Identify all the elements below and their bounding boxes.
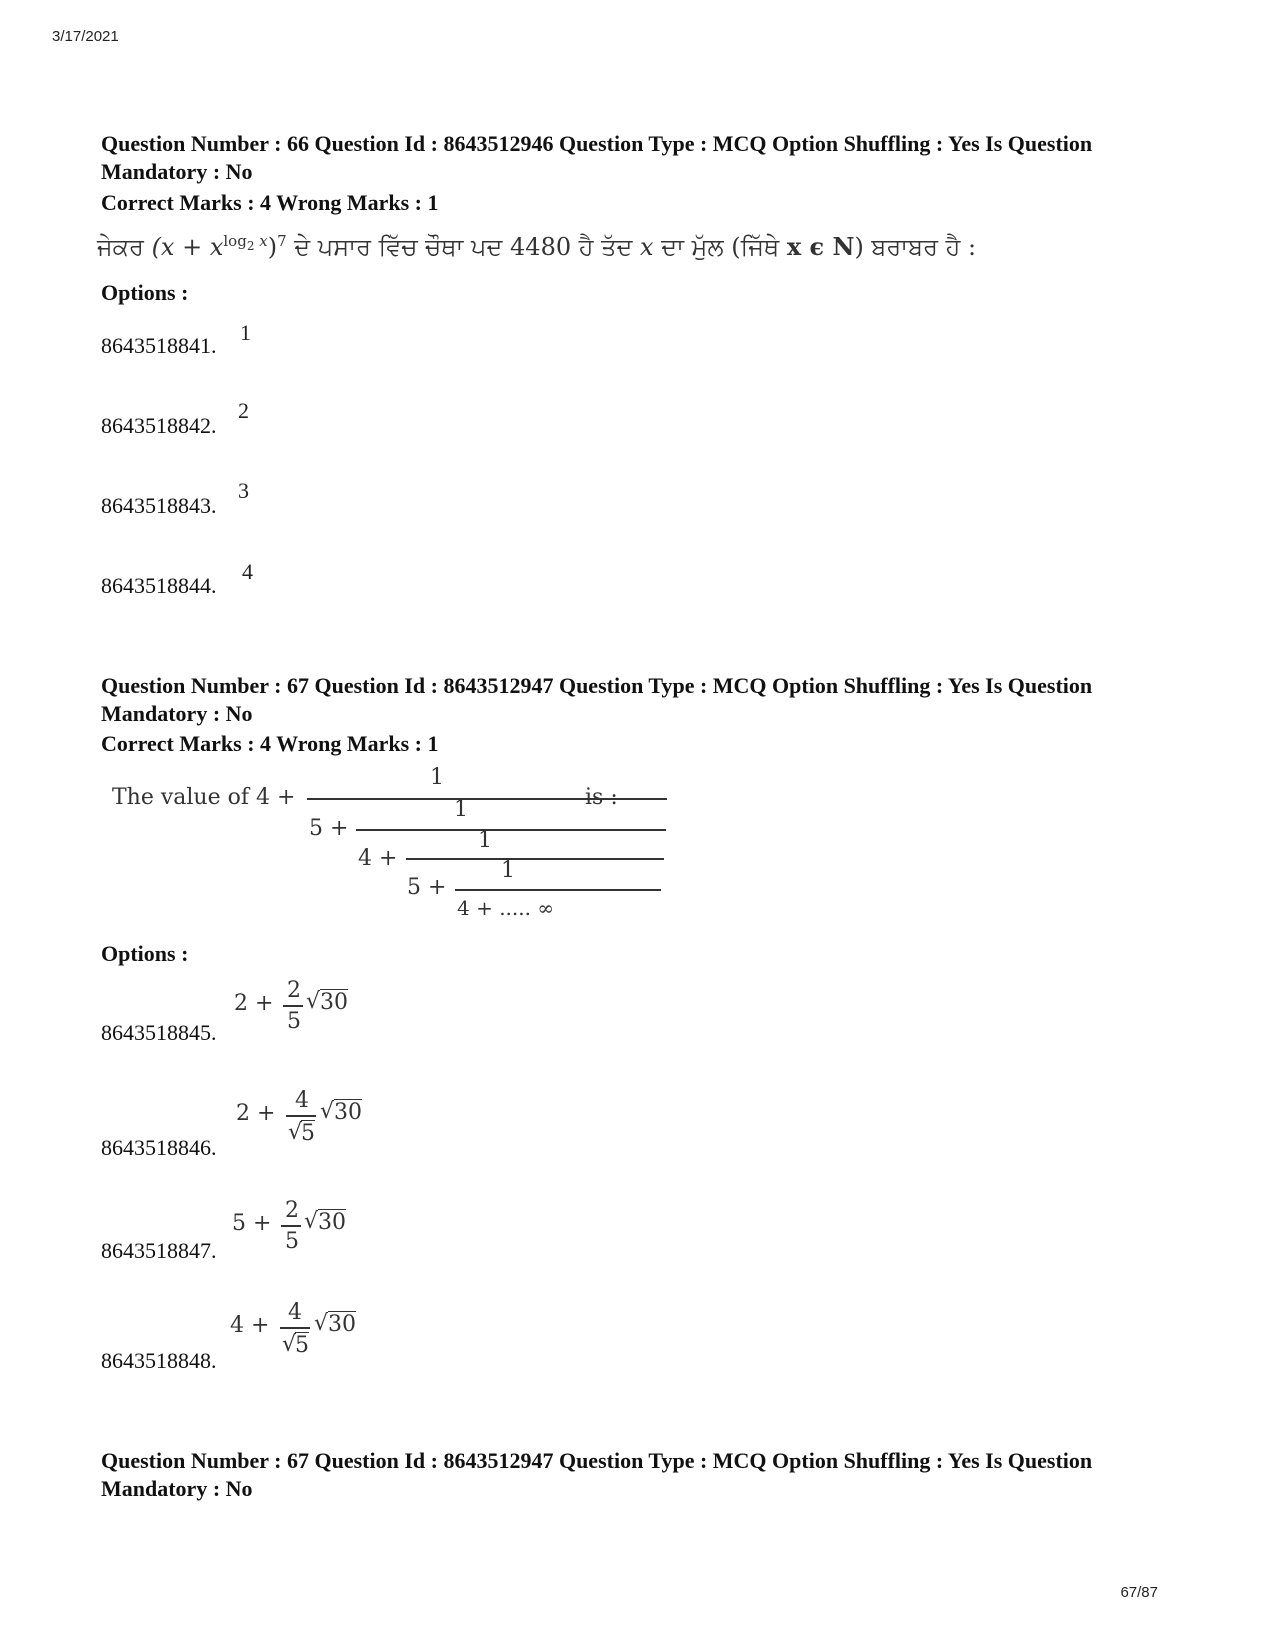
q67-marks: Correct Marks : 4 Wrong Marks : 1 bbox=[101, 731, 439, 756]
q67-option-4-den: 5 bbox=[295, 1333, 309, 1358]
q67-option-2-den: 5 bbox=[301, 1121, 315, 1146]
q67-option-1-sqrt-icon: √ bbox=[306, 989, 321, 1014]
q66-var: x bbox=[640, 233, 654, 261]
q67-option-3-radicand: 30 bbox=[318, 1210, 346, 1235]
q66-option-1-id: 8643518841. bbox=[101, 333, 217, 358]
q67-option-3-id: 8643518847. bbox=[101, 1238, 217, 1263]
q66-expr-close: ) bbox=[267, 233, 278, 261]
q67-option-1-num: 2 bbox=[287, 978, 301, 1003]
q67-term-1: 4 + bbox=[256, 785, 296, 810]
q67-tail: 4 + ..... ∞ bbox=[457, 896, 555, 920]
q66-expr-sup: log bbox=[223, 232, 247, 250]
q67-num-2: 1 bbox=[454, 797, 468, 822]
q67-option-4-id: 8643518848. bbox=[101, 1348, 217, 1373]
q66-option-4-value: 4 bbox=[242, 559, 253, 584]
q67-option-2-expr bbox=[232, 1088, 382, 1154]
q66-expr-pow: 7 bbox=[277, 232, 287, 250]
q66-marks: Correct Marks : 4 Wrong Marks : 1 bbox=[101, 190, 439, 215]
q66-option-1-value: 1 bbox=[240, 320, 251, 345]
q67-fraction-bar-4 bbox=[455, 889, 661, 891]
q67-option-1-expr bbox=[232, 978, 372, 1040]
q66-expr-sup2: x bbox=[254, 232, 268, 250]
q67-fraction-bar-3 bbox=[406, 858, 664, 860]
q67-option-3-bar bbox=[281, 1225, 301, 1227]
q66-option-4-id: 8643518844. bbox=[101, 573, 217, 598]
q67-option-4-bar bbox=[280, 1327, 310, 1329]
q66-after-var: ਦਾ ਮੁੱਲ (ਜਿੱਥੇ bbox=[661, 233, 780, 261]
q67-option-4-den-sqrt-icon: √ bbox=[282, 1332, 297, 1357]
q67-continued-fraction bbox=[100, 760, 640, 930]
q67-term-3: 4 + bbox=[358, 846, 398, 871]
q67-option-4-num: 4 bbox=[288, 1300, 302, 1325]
q67-option-3-lead: 5 + bbox=[232, 1211, 272, 1236]
q67-option-1-bar bbox=[283, 1005, 303, 1007]
q67-option-3-den: 5 bbox=[285, 1229, 299, 1254]
q67-option-3-sqrt-icon: √ bbox=[304, 1209, 319, 1234]
q66-option-2-value: 2 bbox=[238, 398, 249, 423]
q67-option-2-den-sqrt-icon: √ bbox=[288, 1120, 303, 1145]
q67-option-2-id: 8643518846. bbox=[101, 1135, 217, 1160]
q67-end: is : bbox=[585, 785, 618, 810]
q67-option-4-sqrt-icon: √ bbox=[314, 1311, 329, 1336]
q66-prefix: ਜੇਕਰ bbox=[97, 233, 144, 261]
q67-option-2-sqrt-icon: √ bbox=[320, 1099, 335, 1124]
q67-option-1-lead: 2 + bbox=[234, 991, 274, 1016]
q66-question-text bbox=[97, 232, 976, 261]
q67-option-3-num: 2 bbox=[285, 1198, 299, 1223]
q67-options-label: Options : bbox=[101, 941, 189, 966]
q67-option-2-bar bbox=[286, 1115, 316, 1117]
q67-option-2-radicand: 30 bbox=[334, 1100, 362, 1125]
q66-option-3-id: 8643518843. bbox=[101, 493, 217, 518]
q67-option-1-id: 8643518845. bbox=[101, 1020, 217, 1045]
page-date: 3/17/2021 bbox=[52, 28, 119, 45]
q66-suffix: ) ਬਰਾਬਰ ਹੈ : bbox=[854, 233, 977, 261]
q67-option-2-num: 4 bbox=[295, 1088, 309, 1113]
q67-meta: Question Number : 67 Question Id : 8643512947 Question Type : MCQ Option Shuffling : Yes Is Question Mandatory : No bbox=[101, 673, 1093, 726]
q67-fraction-bar-2 bbox=[356, 829, 666, 831]
q67-term-2: 5 + bbox=[309, 816, 349, 841]
q66-middle: ਦੇ ਪਸਾਰ ਵਿੱਚ ਚੌਥਾ ਪਦ 4480 ਹੈ ਤੱਦ bbox=[294, 233, 633, 261]
q67-term-4: 5 + bbox=[407, 875, 447, 900]
q67-option-3-expr bbox=[230, 1198, 370, 1260]
q67-option-1-den: 5 bbox=[287, 1009, 301, 1034]
q67-num-1: 1 bbox=[430, 765, 444, 790]
q66-expr-open: (x + x bbox=[151, 233, 224, 261]
q67-option-4-lead: 4 + bbox=[230, 1313, 270, 1338]
q67-lead: The value of bbox=[112, 785, 250, 810]
q67-num-4: 1 bbox=[501, 858, 515, 883]
q67-num-3: 1 bbox=[478, 828, 492, 853]
q67-option-4-expr bbox=[228, 1298, 378, 1364]
q66-expr-sub: 2 bbox=[246, 239, 255, 253]
q66-option-3-value: 3 bbox=[238, 478, 249, 503]
q67-option-1-radicand: 30 bbox=[320, 990, 348, 1015]
q67-option-4-radicand: 30 bbox=[328, 1312, 356, 1337]
q66-options-label: Options : bbox=[101, 280, 189, 305]
q66-option-2-id: 8643518842. bbox=[101, 413, 217, 438]
page-number: 67/87 bbox=[1120, 1584, 1158, 1601]
q66-meta: Question Number : 66 Question Id : 8643512946 Question Type : MCQ Option Shuffling : Yes Is Question Mandatory : No bbox=[101, 131, 1093, 184]
q67-repeat-meta: Question Number : 67 Question Id : 8643512947 Question Type : MCQ Option Shuffling : Yes Is Question Mandatory : No bbox=[101, 1448, 1093, 1501]
q66-condition: x ϵ N bbox=[786, 232, 855, 261]
q67-option-2-lead: 2 + bbox=[236, 1101, 276, 1126]
